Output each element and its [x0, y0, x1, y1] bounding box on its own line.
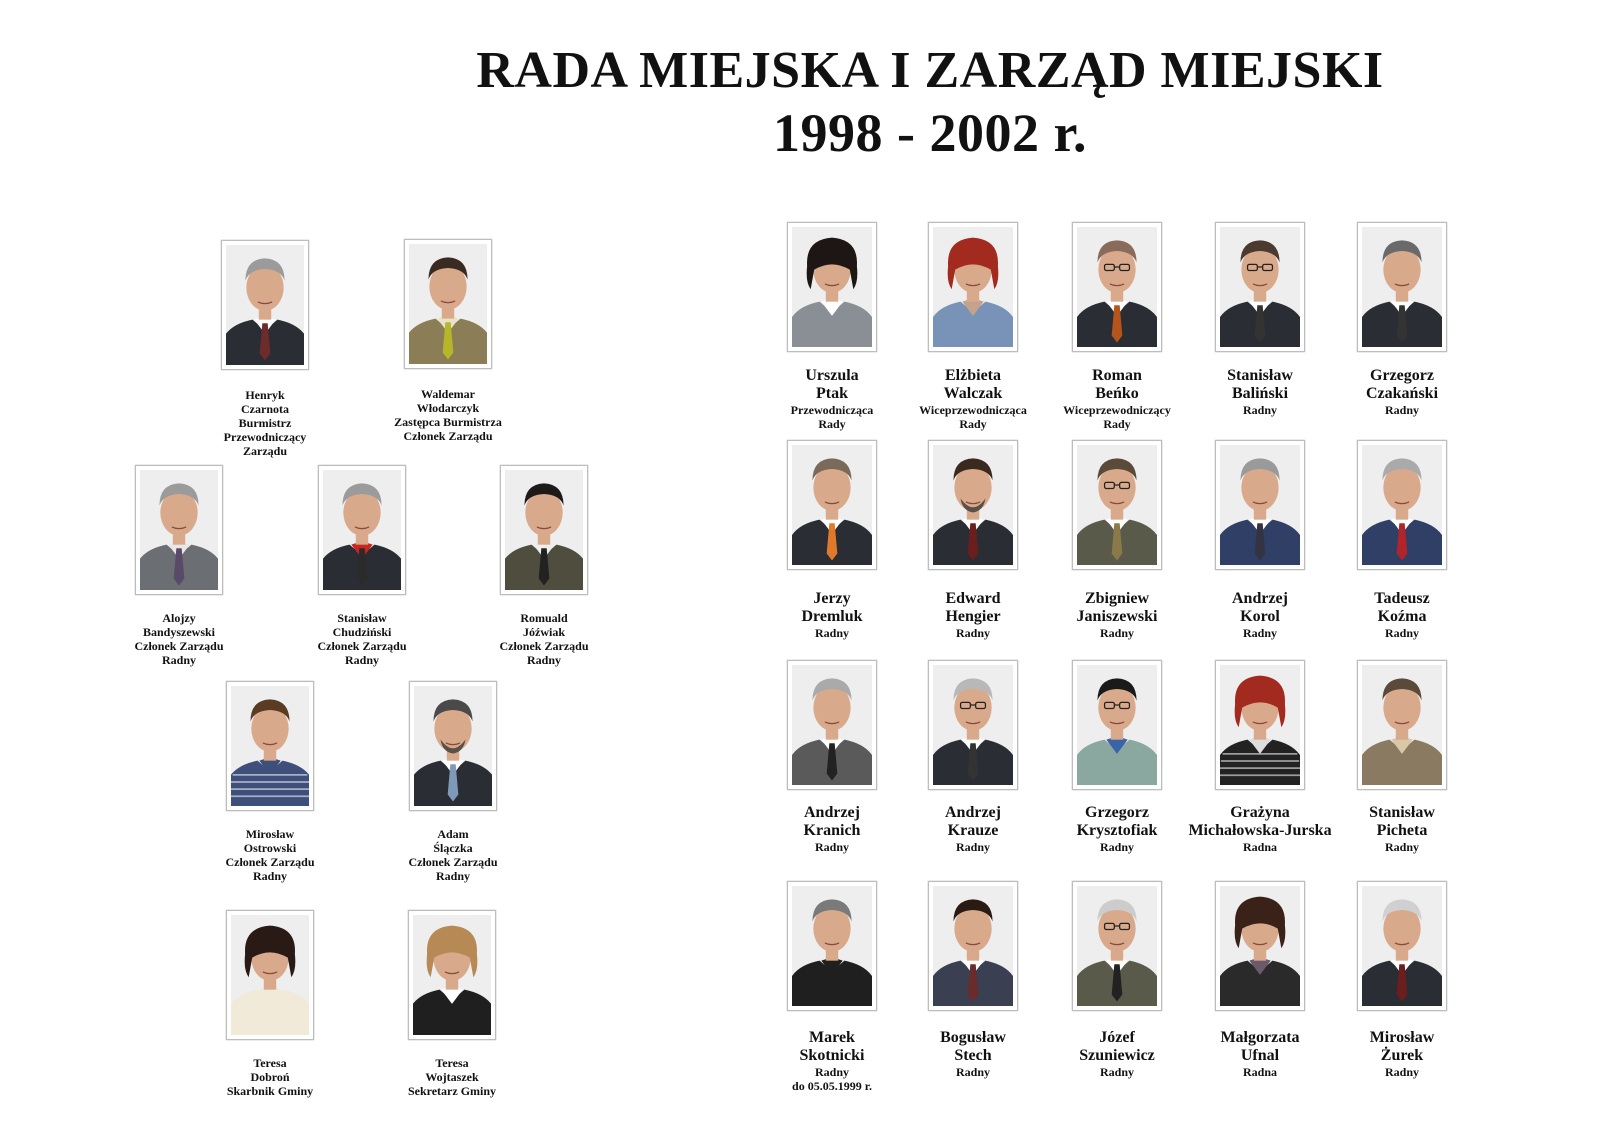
- portrait-frame: [1357, 440, 1447, 570]
- person-last-name: Szuniewicz: [1079, 1047, 1155, 1064]
- right-person-card: [1215, 222, 1305, 417]
- portrait-icon: [231, 686, 309, 806]
- person-first-name: Mirosław: [1369, 1029, 1435, 1046]
- person-caption: [95, 611, 263, 667]
- left-person-card: [225, 681, 315, 883]
- portrait-frame: [1357, 660, 1447, 790]
- person-role: Rady: [818, 417, 846, 431]
- portrait-photo: [933, 665, 1013, 785]
- person-role: Przewodnicząca: [790, 403, 874, 417]
- person-role: Członek Zarządu: [317, 639, 407, 653]
- portrait-photo: [1077, 886, 1157, 1006]
- person-caption: [369, 827, 537, 883]
- portrait-photo: [231, 686, 309, 806]
- person-last-name: Picheta: [1376, 822, 1428, 839]
- portrait-photo: [1077, 665, 1157, 785]
- portrait-frame: [928, 660, 1018, 790]
- portrait-icon: [1220, 227, 1300, 347]
- person-role: Radny: [1099, 626, 1134, 640]
- person-last-name: Krysztofiak: [1076, 822, 1158, 839]
- person-role: Radny: [814, 1065, 849, 1079]
- portrait-icon: [792, 886, 872, 1006]
- person-role: Radna: [1242, 840, 1277, 854]
- person-caption: [1317, 590, 1487, 640]
- right-person-card: [928, 440, 1018, 640]
- person-first-name: Józef: [1099, 1029, 1135, 1046]
- person-caption: [364, 387, 532, 443]
- person-last-name: Ostrowski: [243, 841, 297, 855]
- person-first-name: Edward: [945, 590, 1001, 607]
- portrait-icon: [1077, 665, 1157, 785]
- portrait-frame: [404, 239, 492, 369]
- person-last-name: Baliński: [1231, 385, 1289, 402]
- person-role: Przewodniczący: [223, 430, 307, 444]
- person-caption: [1317, 804, 1487, 854]
- person-caption: [181, 388, 349, 458]
- portrait-photo: [1362, 227, 1442, 347]
- person-first-name: Bogusław: [940, 1029, 1006, 1046]
- portrait-photo: [1220, 445, 1300, 565]
- portrait-icon: [1362, 227, 1442, 347]
- person-role: Burmistrz: [238, 416, 292, 430]
- right-person-card: [1063, 222, 1171, 431]
- right-person-card: [787, 660, 877, 854]
- person-role: Rady: [1103, 417, 1131, 431]
- person-last-name: Włodarczyk: [416, 401, 480, 415]
- right-person-card: [1215, 440, 1305, 640]
- portrait-photo: [792, 886, 872, 1006]
- left-person-card: [221, 240, 309, 458]
- person-role: Radny: [344, 653, 379, 667]
- person-caption: [186, 827, 354, 883]
- right-person-card: [787, 881, 877, 1093]
- portrait-photo: [933, 227, 1013, 347]
- portrait-photo: [140, 470, 218, 590]
- person-last-name: Jóźwiak: [523, 625, 565, 639]
- person-last-name: Czarnota: [241, 402, 289, 416]
- title-line-1: RADA MIEJSKA I ZARZĄD MIEJSKI: [476, 42, 1384, 99]
- right-person-card: [1357, 881, 1447, 1079]
- portrait-frame: [928, 440, 1018, 570]
- person-first-name: Urszula: [805, 367, 859, 384]
- person-caption: [368, 1056, 536, 1098]
- right-person-card: [1188, 660, 1332, 854]
- person-first-name: Tadeusz: [1374, 590, 1430, 607]
- portrait-photo: [1220, 227, 1300, 347]
- person-role: Zastępca Burmistrza: [394, 415, 502, 429]
- person-role: Członek Zarządu: [134, 639, 224, 653]
- portrait-frame: [1072, 222, 1162, 352]
- person-first-name: Jerzy: [813, 590, 851, 607]
- person-role: Zarządu: [242, 444, 287, 458]
- person-role: Członek Zarządu: [403, 429, 493, 443]
- portrait-icon: [933, 886, 1013, 1006]
- person-first-name: Romuald: [520, 611, 568, 625]
- portrait-photo: [1077, 227, 1157, 347]
- right-person-card: [1215, 881, 1305, 1079]
- person-role: Radny: [814, 840, 849, 854]
- person-first-name: Teresa: [253, 1056, 287, 1070]
- person-role: Radny: [526, 653, 561, 667]
- portrait-frame: [787, 660, 877, 790]
- portrait-icon: [792, 227, 872, 347]
- person-first-name: Mirosław: [245, 827, 295, 841]
- person-first-name: Zbigniew: [1084, 590, 1149, 607]
- person-role: Członek Zarządu: [499, 639, 589, 653]
- person-last-name: Ptak: [816, 385, 848, 402]
- right-person-card: [1357, 660, 1447, 854]
- left-person-card: [226, 910, 314, 1098]
- person-first-name: Grzegorz: [1085, 804, 1149, 821]
- person-last-name: Stech: [954, 1047, 992, 1064]
- person-last-name: Żurek: [1380, 1047, 1424, 1064]
- portrait-photo: [1362, 886, 1442, 1006]
- right-person-card: [928, 660, 1018, 854]
- person-last-name: Dremluk: [801, 608, 863, 625]
- portrait-photo: [792, 227, 872, 347]
- person-role: do 05.05.1999 r.: [792, 1079, 872, 1093]
- portrait-frame: [408, 910, 496, 1040]
- portrait-photo: [1220, 886, 1300, 1006]
- person-role: Radny: [1242, 626, 1277, 640]
- right-person-card: [928, 881, 1018, 1079]
- portrait-photo: [413, 915, 491, 1035]
- left-person-card: [317, 465, 407, 667]
- person-caption: [186, 1056, 354, 1098]
- person-caption: [278, 611, 446, 667]
- person-first-name: Grażyna: [1230, 804, 1290, 821]
- portrait-icon: [323, 470, 401, 590]
- left-person-card: [134, 465, 224, 667]
- portrait-frame: [787, 222, 877, 352]
- left-person-card: [407, 910, 497, 1098]
- person-last-name: Beńko: [1095, 385, 1139, 402]
- person-last-name: Walczak: [943, 385, 1003, 402]
- person-first-name: Marek: [809, 1029, 855, 1046]
- person-last-name: Krauze: [947, 822, 999, 839]
- person-last-name: Koźma: [1377, 608, 1427, 625]
- portrait-frame: [787, 881, 877, 1011]
- portrait-icon: [1362, 665, 1442, 785]
- person-role: Wiceprzewodniczący: [1063, 403, 1171, 417]
- person-role: Radny: [1099, 840, 1134, 854]
- person-first-name: Alojzy: [162, 611, 196, 625]
- portrait-icon: [1362, 445, 1442, 565]
- portrait-photo: [231, 915, 309, 1035]
- person-last-name: Hengier: [945, 608, 1001, 625]
- portrait-frame: [500, 465, 588, 595]
- portrait-photo: [226, 245, 304, 365]
- portrait-photo: [1220, 665, 1300, 785]
- person-first-name: Andrzej: [1232, 590, 1288, 607]
- person-role: Radny: [955, 626, 990, 640]
- right-person-card: [787, 222, 877, 431]
- person-first-name: Andrzej: [804, 804, 860, 821]
- person-role: Radny: [1384, 1065, 1419, 1079]
- portrait-frame: [226, 681, 314, 811]
- person-last-name: Czakański: [1365, 385, 1439, 402]
- person-role: Radny: [1384, 403, 1419, 417]
- person-role: Radny: [1099, 1065, 1134, 1079]
- person-last-name: Chudziński: [332, 625, 392, 639]
- person-caption: [460, 611, 628, 667]
- person-role: Radny: [252, 869, 287, 883]
- person-first-name: Stanisław: [1227, 367, 1293, 384]
- right-person-card: [787, 440, 877, 640]
- page-title: [400, 40, 1460, 164]
- portrait-icon: [1077, 445, 1157, 565]
- portrait-icon: [413, 915, 491, 1035]
- right-person-card: [919, 222, 1027, 431]
- portrait-icon: [1077, 227, 1157, 347]
- portrait-icon: [140, 470, 218, 590]
- portrait-frame: [928, 881, 1018, 1011]
- portrait-photo: [1362, 445, 1442, 565]
- portrait-icon: [933, 227, 1013, 347]
- person-role: Skarbnik Gminy: [226, 1084, 314, 1098]
- title-years: 1998 - 2002 r.: [773, 103, 1087, 163]
- person-role: Członek Zarządu: [225, 855, 315, 869]
- portrait-frame: [1072, 881, 1162, 1011]
- person-role: Radny: [814, 626, 849, 640]
- person-role: Członek Zarządu: [408, 855, 498, 869]
- portrait-frame: [787, 440, 877, 570]
- portrait-icon: [409, 244, 487, 364]
- portrait-photo: [1362, 665, 1442, 785]
- portrait-photo: [933, 445, 1013, 565]
- person-role: Radna: [1242, 1065, 1277, 1079]
- portrait-frame: [1357, 881, 1447, 1011]
- person-role: Radny: [1384, 840, 1419, 854]
- portrait-photo: [933, 886, 1013, 1006]
- person-last-name: Michałowska-Jurska: [1188, 822, 1332, 839]
- portrait-icon: [1220, 445, 1300, 565]
- person-role: Radny: [435, 869, 470, 883]
- left-person-card: [499, 465, 589, 667]
- person-first-name: Małgorzata: [1220, 1029, 1300, 1046]
- person-first-name: Stanisław: [337, 611, 387, 625]
- portrait-frame: [1215, 440, 1305, 570]
- person-caption: [1317, 367, 1487, 417]
- portrait-frame: [318, 465, 406, 595]
- person-first-name: Teresa: [435, 1056, 469, 1070]
- right-person-card: [1072, 440, 1162, 640]
- portrait-frame: [135, 465, 223, 595]
- portrait-icon: [231, 915, 309, 1035]
- person-first-name: Stanisław: [1369, 804, 1435, 821]
- portrait-frame: [1215, 660, 1305, 790]
- person-role: Radny: [161, 653, 196, 667]
- person-role: Radny: [955, 840, 990, 854]
- portrait-icon: [933, 665, 1013, 785]
- person-role: Radny: [955, 1065, 990, 1079]
- portrait-frame: [1072, 660, 1162, 790]
- portrait-frame: [1215, 222, 1305, 352]
- person-first-name: Grzegorz: [1370, 367, 1434, 384]
- right-person-card: [1357, 440, 1447, 640]
- right-person-card: [1072, 881, 1162, 1079]
- portrait-icon: [792, 665, 872, 785]
- person-first-name: Andrzej: [945, 804, 1001, 821]
- person-last-name: Ufnal: [1240, 1047, 1280, 1064]
- portrait-frame: [226, 910, 314, 1040]
- right-person-card: [1072, 660, 1162, 854]
- person-role: Radny: [1242, 403, 1277, 417]
- person-last-name: Dobroń: [250, 1070, 290, 1084]
- person-first-name: Elżbieta: [945, 367, 1001, 384]
- portrait-icon: [933, 445, 1013, 565]
- person-first-name: Waldemar: [421, 387, 475, 401]
- person-first-name: Adam: [437, 827, 469, 841]
- portrait-frame: [928, 222, 1018, 352]
- portrait-photo: [414, 686, 492, 806]
- left-person-card: [408, 681, 498, 883]
- person-role: Wiceprzewodnicząca: [919, 403, 1027, 417]
- person-last-name: Janiszewski: [1076, 608, 1158, 625]
- person-last-name: Korol: [1240, 608, 1280, 625]
- person-last-name: Skotnicki: [799, 1047, 865, 1064]
- portrait-frame: [409, 681, 497, 811]
- person-role: Rady: [959, 417, 987, 431]
- portrait-icon: [505, 470, 583, 590]
- person-last-name: Ślączka: [433, 841, 473, 855]
- right-person-card: [1357, 222, 1447, 417]
- portrait-frame: [1357, 222, 1447, 352]
- portrait-photo: [505, 470, 583, 590]
- portrait-photo: [792, 665, 872, 785]
- person-last-name: Bandyszewski: [142, 625, 216, 639]
- person-role: Radny: [1384, 626, 1419, 640]
- portrait-icon: [1220, 886, 1300, 1006]
- portrait-frame: [1215, 881, 1305, 1011]
- person-last-name: Kranich: [803, 822, 861, 839]
- portrait-photo: [792, 445, 872, 565]
- person-role: Sekretarz Gminy: [407, 1084, 497, 1098]
- portrait-photo: [1077, 445, 1157, 565]
- portrait-icon: [792, 445, 872, 565]
- portrait-frame: [221, 240, 309, 370]
- portrait-icon: [414, 686, 492, 806]
- portrait-frame: [1072, 440, 1162, 570]
- portrait-icon: [1220, 665, 1300, 785]
- portrait-icon: [1362, 886, 1442, 1006]
- portrait-icon: [226, 245, 304, 365]
- person-caption: [1317, 1029, 1487, 1079]
- person-first-name: Roman: [1092, 367, 1142, 384]
- portrait-icon: [1077, 886, 1157, 1006]
- person-last-name: Wojtaszek: [425, 1070, 479, 1084]
- left-person-card: [394, 239, 502, 443]
- portrait-photo: [409, 244, 487, 364]
- portrait-photo: [323, 470, 401, 590]
- person-first-name: Henryk: [245, 388, 285, 402]
